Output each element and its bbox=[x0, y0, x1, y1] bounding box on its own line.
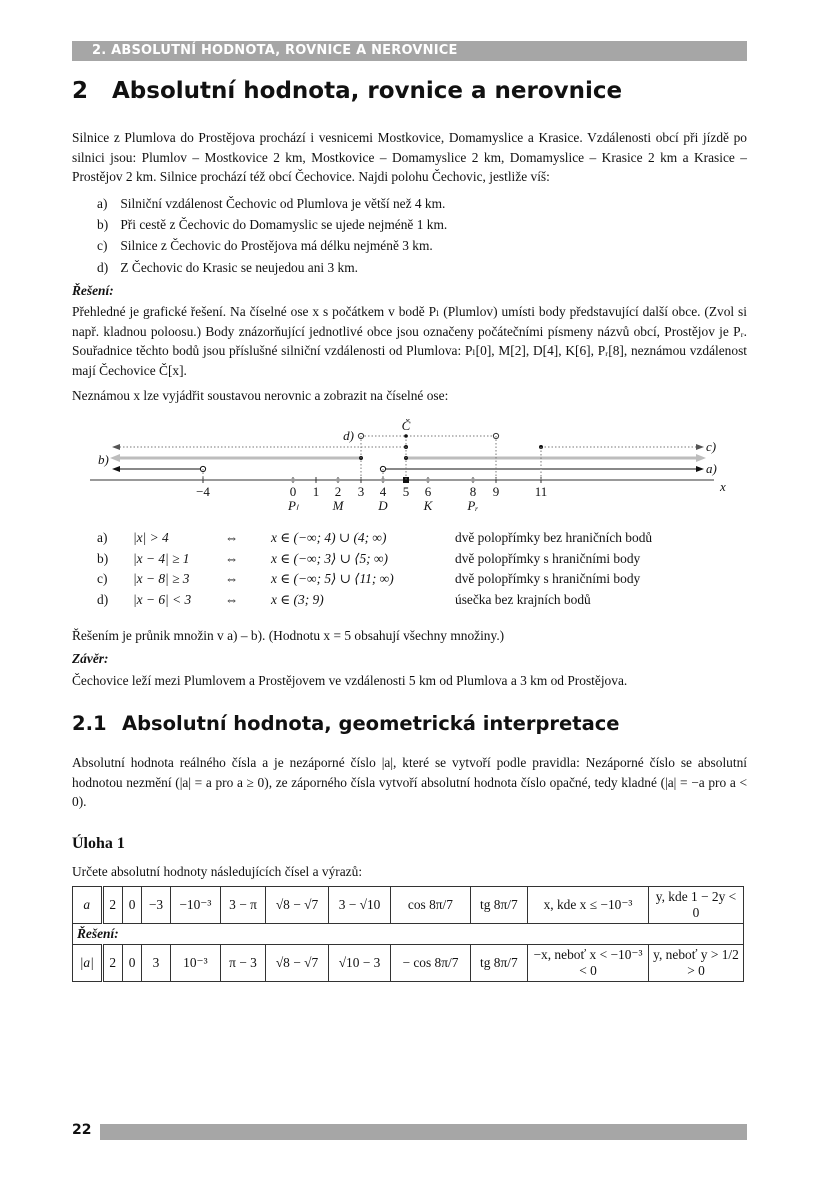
place-label: Pᵣ bbox=[467, 498, 479, 513]
running-header: 2. ABSOLUTNÍ HODNOTA, ROVNICE A NEROVNICE bbox=[72, 41, 747, 61]
table-cell: |a| bbox=[73, 945, 103, 982]
system-desc: úsečka bez krajních bodů bbox=[455, 591, 591, 607]
ray-label-d: d) bbox=[343, 428, 354, 443]
system-equiv: ⇔ bbox=[225, 530, 239, 546]
tick-label: 11 bbox=[534, 484, 548, 499]
ray-label-a: a) bbox=[706, 461, 717, 476]
table-cell: tg 8π/7 bbox=[470, 887, 527, 924]
place-point bbox=[336, 478, 340, 482]
system-set: x ∈ (−∞; 4) ∪ (4; ∞) bbox=[271, 530, 387, 546]
system-row bbox=[97, 569, 660, 590]
tick-label: 4 bbox=[379, 484, 387, 499]
subsection-paragraph: Absolutní hodnota reálného čísla a je nezáporné číslo |a|, které se vytvoří podle pravidla: Nezáporné číslo se absolutní hodnotou nezmění (|a| = a pro a ≥ 0), ze záporného čísla vytvoří absolutní hodnota číslo opačné, tedy kladné (|a| = −a pro a < 0). bbox=[72, 755, 747, 810]
table-cell: x, kde x ≤ −10⁻³ bbox=[528, 887, 649, 924]
arrow-right-icon bbox=[696, 444, 704, 450]
table-cell: π − 3 bbox=[221, 945, 266, 982]
table-row bbox=[73, 945, 744, 982]
system-desc: dvě polopřímky bez hraničních bodů bbox=[455, 530, 653, 546]
condition-label: d) bbox=[97, 260, 109, 275]
arrow-left-icon bbox=[112, 466, 120, 472]
intro-paragraph: Silnice z Plumlova do Prostějova prochází i vesnicemi Mostkovice, Domamyslice a Krasice. Vzdálenosti obcí při jízdě po silnici jsou: Plumlov – Mostkovice 2 km, Mostkovice – Domamyslice 2 km, Domamyslice – Krasice 2 km a Krasice – Prostějov 2 km. Silnice prochází též obcí Čechovice. Najdi polohu Čechovic, jestliže víš: bbox=[72, 130, 747, 185]
system-label: b) bbox=[97, 550, 109, 566]
solution-paragraph-2: Neznámou x lze vyjádřit soustavou nerovnic a zobrazit na číselné ose: bbox=[72, 388, 449, 403]
table-solution-label: Řešení: bbox=[73, 924, 744, 945]
section-heading bbox=[72, 78, 622, 104]
condition-label: b) bbox=[97, 217, 109, 232]
section-number: 2 bbox=[72, 78, 89, 104]
condition-text: Při cestě z Čechovic do Domamyslic se ujede nejméně 1 km. bbox=[120, 217, 448, 232]
tick-label: 5 bbox=[402, 484, 410, 499]
number-line-figure bbox=[72, 418, 752, 518]
tick-label: 3 bbox=[357, 484, 365, 499]
point-label-c: Č bbox=[401, 418, 411, 433]
system-inequality: |x| > 4 bbox=[133, 530, 169, 546]
tick-label: −4 bbox=[196, 484, 210, 499]
table-cell: √8 − √7 bbox=[266, 945, 329, 982]
ray-label-b: b) bbox=[98, 452, 109, 467]
place-label: Pₗ bbox=[287, 498, 299, 513]
table-cell: tg 8π/7 bbox=[470, 945, 527, 982]
table-cell: −3 bbox=[142, 887, 171, 924]
arrow-right-icon bbox=[696, 466, 704, 472]
table-cell: 0 bbox=[122, 945, 141, 982]
condition-label: a) bbox=[97, 196, 108, 211]
system-desc: dvě polopřímky s hraničními body bbox=[455, 571, 641, 587]
table-cell: − cos 8π/7 bbox=[391, 945, 471, 982]
table-cell: √10 − 3 bbox=[328, 945, 390, 982]
system-equiv: ⇔ bbox=[225, 591, 239, 607]
system-row bbox=[97, 590, 660, 611]
ray-label-c: c) bbox=[706, 439, 717, 454]
tick-label: 9 bbox=[492, 484, 500, 499]
system-set: x ∈ (−∞; 5⟩ ∪ ⟨11; ∞) bbox=[271, 571, 394, 587]
conclusion-label: Závěr: bbox=[72, 651, 109, 666]
table-cell: 0 bbox=[122, 887, 141, 924]
condition-label: c) bbox=[97, 238, 108, 253]
axis-label: x bbox=[720, 479, 726, 494]
system-label: c) bbox=[97, 571, 108, 587]
condition-text: Z Čechovic do Krasic se neujedou ani 3 km. bbox=[120, 260, 358, 275]
table-cell: √8 − √7 bbox=[266, 887, 329, 924]
table-row bbox=[73, 887, 744, 924]
system-label: a) bbox=[97, 530, 108, 546]
arrow-right-icon bbox=[696, 454, 706, 462]
condition-b bbox=[97, 215, 447, 235]
table-cell: −x, neboť x < −10⁻³ < 0 bbox=[528, 945, 649, 982]
system-inequality: |x − 4| ≥ 1 bbox=[133, 550, 190, 566]
system-inequality: |x − 6| < 3 bbox=[133, 591, 192, 607]
place-label: M bbox=[332, 498, 344, 513]
arrow-left-icon bbox=[112, 444, 120, 450]
table-cell: 10⁻³ bbox=[170, 945, 220, 982]
table-cell: 2 bbox=[102, 887, 122, 924]
page-number: 22 bbox=[72, 1122, 92, 1138]
task-title: Úloha 1 bbox=[72, 835, 125, 852]
table-cell: a bbox=[73, 887, 103, 924]
inequality-system bbox=[97, 528, 660, 610]
place-label: K bbox=[423, 498, 433, 513]
system-equiv: ⇔ bbox=[225, 550, 239, 566]
table-cell: cos 8π/7 bbox=[391, 887, 471, 924]
system-row bbox=[97, 528, 660, 549]
system-desc: dvě polopřímky s hraničními body bbox=[455, 550, 641, 566]
solution-paragraph: Přehledné je grafické řešení. Na číselné ose x s počátkem v bodě Pₗ (Plumlov) umísti body představující další obce. (Zvol si např. kladnou poloosu.) Body znázorňující jednotlivé obce jsou označeny počátečními písmeny názvů obcí, Prostějov je Pᵣ. Souřadnice těchto bodů jsou příslušné silniční vzdálenosti od Plumlova: Pₗ[0], M[2], D[4], K[6], Pᵣ[8], neznámou vzdálenost mají Čechovice Č[x]. bbox=[72, 304, 747, 378]
condition-text: Silniční vzdálenost Čechovic od Plumlova je větší než 4 km. bbox=[120, 196, 446, 211]
place-point bbox=[471, 478, 475, 482]
table-cell: y, neboť y > 1/2 > 0 bbox=[649, 945, 744, 982]
table-cell: y, kde 1 − 2y < 0 bbox=[649, 887, 744, 924]
tick-label: 1 bbox=[312, 484, 320, 499]
conclusion-paragraph: Čechovice leží mezi Plumlovem a Prostějovem ve vzdálenosti 5 km od Plumlova a 3 km od Prostějova. bbox=[72, 673, 628, 688]
subsection-title: Absolutní hodnota, geometrická interpretace bbox=[122, 712, 620, 735]
place-label: D bbox=[378, 498, 388, 513]
table-cell: −10⁻³ bbox=[170, 887, 220, 924]
table-cell: 3 bbox=[142, 945, 171, 982]
footer-bar bbox=[100, 1124, 747, 1140]
system-set: x ∈ (−∞; 3⟩ ∪ ⟨5; ∞) bbox=[271, 550, 388, 566]
section-title: Absolutní hodnota, rovnice a nerovnice bbox=[112, 78, 623, 104]
system-inequality: |x − 8| ≥ 3 bbox=[133, 571, 190, 587]
system-set: x ∈ (3; 9) bbox=[271, 591, 324, 607]
subsection-heading bbox=[72, 712, 620, 735]
solution-label: Řešení: bbox=[72, 283, 114, 298]
system-row bbox=[97, 549, 660, 570]
table-row bbox=[73, 924, 744, 945]
place-point bbox=[426, 478, 430, 482]
place-point bbox=[291, 478, 295, 482]
table-cell: 3 − π bbox=[221, 887, 266, 924]
result-paragraph: Řešením je průnik množin v a) – b). (Hodnotu x = 5 obsahují všechny množiny.) bbox=[72, 628, 505, 643]
intersection-point bbox=[404, 434, 408, 438]
condition-c bbox=[97, 236, 433, 256]
subsection-number: 2.1 bbox=[72, 712, 107, 735]
tick-label: 0 bbox=[289, 484, 297, 499]
system-label: d) bbox=[97, 591, 109, 607]
condition-d bbox=[97, 258, 358, 278]
system-equiv: ⇔ bbox=[225, 571, 239, 587]
tick-label: 8 bbox=[469, 484, 477, 499]
tick-label: 2 bbox=[334, 484, 342, 499]
table-cell: 3 − √10 bbox=[328, 887, 390, 924]
condition-a bbox=[97, 194, 445, 214]
task-text: Určete absolutní hodnoty následujících čísel a výrazů: bbox=[72, 864, 363, 879]
condition-text: Silnice z Čechovic do Prostějova má délku nejméně 3 km. bbox=[120, 238, 433, 253]
values-table bbox=[72, 886, 744, 982]
arrow-left-icon bbox=[110, 454, 120, 462]
tick-label: 6 bbox=[424, 484, 432, 499]
table-cell: 2 bbox=[102, 945, 122, 982]
